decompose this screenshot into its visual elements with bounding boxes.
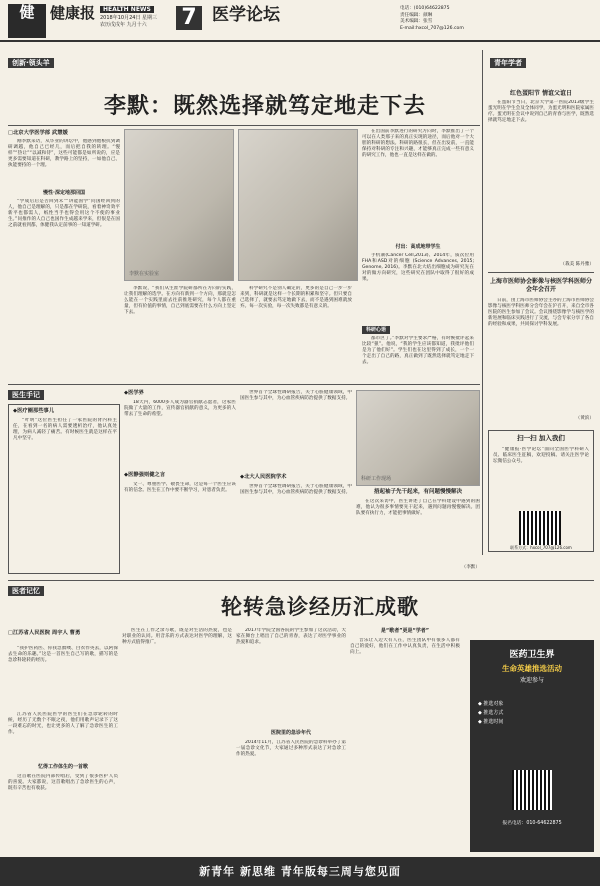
bottom-headline: 轮转急诊经历汇成歌	[221, 594, 419, 619]
section-title: 医学论坛	[212, 5, 280, 25]
article-column: 2017年学院全国各院的学生参加了这次活动，大家在舞台上唱出了自己的青春，表达了对医学事业的热爱和追求。	[236, 628, 346, 645]
column-item-title: ◆医学界	[124, 390, 144, 396]
bottom-byline: □江苏省人民医院 周宇人 曹勇	[8, 630, 81, 636]
lab-photo	[124, 129, 234, 281]
article-subhead: 忆得工作体生的一首歌	[37, 764, 88, 770]
article-title: 捂起袖子先干起来，有问题慢慢解决	[373, 489, 462, 495]
join-us-text: “健康报·医学论坛”面向全国医学科研人员、临床医生征稿，欢迎投稿。请关注医学论坛微信公众号。	[493, 447, 589, 464]
article-column: “我护医药医、你我急救噢、白衣作英去，以阿保去生命的乐趣。”这是一首医生自己写的歌，描写的是急诊科轮转的经历。	[8, 646, 118, 663]
column-item-title: ◆北大人民医院学术	[240, 474, 287, 480]
main-headline: 李默：既然选择就笃定地走下去	[103, 93, 426, 119]
ad-title: 医药卫生界	[509, 650, 555, 660]
article-column: 医生在工作之余写歌，既是对生活的热爱，也是对职业的认同。用音乐的方式表达对医学的理解，这种方式值得推广。	[122, 628, 232, 645]
article-subhead: 科研心语	[362, 326, 390, 334]
clinic-photo	[356, 390, 480, 486]
editor-line: 责任编辑：颜琳	[400, 12, 433, 18]
join-us-contact: 联系方式：hxcol_707@126.com	[510, 545, 572, 550]
newspaper-name: 健康报	[50, 4, 96, 22]
section-kicker: 创新·领头羊	[8, 58, 54, 68]
campaign-ad[interactable]	[470, 640, 594, 852]
footer-banner: 新青年 新思维 青年版每三周与您见面	[0, 857, 600, 886]
article-column: 这首歌在医院内部传唱后，受到了很多医护人员的喜爱。大家都说，这首歌唱出了急诊医生的心声，既有辛苦也有收获。	[8, 774, 118, 791]
sidebar-column: 日前，由上海市医师协会主办的上海市医师协会影像与核医学科医师分会年会在沪召开，来自全市各医院的医生参加了会议。会议围绕影像学与核医学的新进展和临床实践进行了交流，与会专家分享了各自的经验和成果，共同探讨学科发展。	[488, 298, 594, 327]
ad-item: ◆ 推选对象	[478, 701, 504, 707]
ad-hotline: 报名电话：010-64622875	[502, 821, 562, 826]
column-item-body: 文一、尊重医学、敬畏生命，这是每一个医生应该有的信念。医生在工作中要不断学习，对患者负责。	[124, 482, 236, 493]
article-column: 在这次采访中，医生讲述了自己在学科建设中遇到的困难，他认为很多事情要先干起来，遇到问题再慢慢解决。团队要有执行力，才能把事情做好。	[356, 499, 480, 516]
sidebar-rule	[488, 272, 594, 273]
sidebar-signature: （栽美 陈丹雅）	[560, 262, 594, 267]
sidebar-title: 红色蛋阳节 情谊父谊日	[509, 90, 573, 97]
column-item-body: 世界首个全球性调研报告，关于心脏健康领域，中国医生参与其中，为心血管疾病防治提供了数据支持。	[240, 390, 352, 401]
column-kicker: 医生手记	[8, 390, 44, 400]
article-column: “学成后后是否回到未”“讲能国学”问国经回到的人，他自己是理解的，只是都在学研院，看着神奇效平新平也都需人，纸性当手也得会用这个不使的事业生。”问推作的人自己也国作生成越来学来，但很是在国之前就看到都，体健我认定前事的一知道学研。	[8, 199, 120, 228]
article-column: 音乐让人迈大有人在，医生团队中有很多人都有自己的爱好，他们在工作中认真负责，在生活中积极向上。	[350, 638, 460, 655]
main-byline: □北京大学医学部 武慧媛	[8, 130, 68, 136]
sidebar-column: 在蛋阳节当日，北京大学第一医院2013级学生蛋光明在学生会及全体同学，为蛋光明和医院家属医疗。蛋光明在会议中说到自己的青春与医学，既然选择就笃定地走下去。	[488, 100, 594, 123]
ad-item: ◆ 推选时间	[478, 719, 504, 725]
lunar-date: 农历戊戌年 九月十六	[100, 22, 147, 28]
article-column: 手机制(Cancer Cell,2013)、2014年，质次位用FHA和ASD对的细胞 (Science Advances, 2015; Genome, 2016)。李默在北大结出细胞成为研究先在对的做方向研究，这些研究在团队中取得了很好的成果。	[362, 253, 474, 282]
article-subhead: 是“歌者”更是“学者”	[380, 628, 430, 634]
article-column: 刚李默采访，从毕业的讲坛中，他感到他根抗到调研调越，他自己已经几，而后把自我的转理。“慢样”“热让”“以减和待”，这些可能都是如所说的，应是更多需要知道在科研，教学路上的坚持，一如他自己、执能要持的一个理。	[8, 139, 120, 168]
article-subhead: 付出：高成地带学生	[395, 244, 441, 250]
sidebar-signature: （黄滨）	[575, 416, 594, 421]
newspaper-english-name: HEALTH NEWS	[100, 6, 154, 13]
photo-caption: 李默在实验室	[129, 271, 160, 277]
qr-code-icon[interactable]	[519, 511, 561, 545]
sidebar-divider	[482, 50, 483, 555]
section-kicker: 医者记忆	[8, 586, 44, 596]
ad-items	[478, 700, 586, 727]
section-divider	[8, 384, 480, 385]
ad-subtitle: 生命英雄推选活动	[502, 664, 562, 673]
article-subhead: 慢性·深定地那回国	[43, 190, 85, 196]
column-item-body: “叶明”这位医生担任了一家医院的肾内科主任，在看到一名的病人需要透析治疗，他认真处理，为病人减轻了痛苦。有时候医生就是这样在平凡中坚守。	[13, 418, 117, 441]
issue-date: 2018年10月24日 星期三	[100, 15, 158, 21]
portrait-photo	[238, 129, 358, 281]
article-column: 都市区了。”李默对学生要求严格，有时候批评起来比较“狠”。他说，“我的学生应该都知道，我批评他们是为了他们好”。学生们也在这里得到了成长，一个一个走出了自己的路，真正做到了既然选择就笃定地走下去。	[362, 336, 474, 365]
section-divider	[8, 580, 594, 581]
join-us-box	[488, 430, 594, 552]
ad-welcome: 欢迎参与	[519, 677, 544, 684]
article-column: 2014年11月，江苏省人民医院的急诊科举办了第一届急诊文化节，大家通过多种形式表达了对急诊工作的热爱。	[236, 740, 346, 757]
column-box	[8, 404, 120, 574]
article-signature: （李默）	[461, 565, 480, 570]
article-column: 李默说，“我们从生涯学院研都所在方向的实践，让我们理解的选学。在方向有新到一个方向，那就是怎么能在一个实践里面去往前推进研究，每个人都在重量，但有价值的事情，自己到底需要在什么方向上坚定下去。	[124, 286, 236, 315]
page-number: 7	[176, 6, 202, 30]
photo-caption: 科研工作现场	[361, 476, 392, 482]
article-column: 科学研究不是别人确定的，更多的是自己一步一步来到，科研就是这样一个长期的积累和坚守。但只要自己选择了，就要去笃定地做下去，而不是遇到困难就放弃。每一次实验，每一次失败都是有意义的。	[240, 286, 352, 309]
article-column: 在出国前李默进行的研究方向时，李默推出了一个可以在人类那子来的真正实现的途径，而后他对一个大胆的科研的想法。科研的路很长，但在出发前，一直能保持对科研的专注和兴趣，才能够真正完成一些有意义的研究工作，他也一直是这样在做的。	[362, 129, 474, 158]
editor-line: 电话：(010)64622875	[400, 6, 450, 11]
editor-email: E-mail:hxcol_707@126.com	[400, 25, 464, 31]
article-subhead: 医院里的急诊年代	[270, 730, 311, 736]
sidebar-kicker: 青年学者	[490, 58, 526, 68]
editor-line: 美术编辑：张雪	[400, 19, 433, 24]
column-item-title: ◆医静强则健之言	[124, 472, 166, 478]
column-item-body: 18天内，6000多人成为器官捐献志愿者，这家医院做了大量的工作，宣传器官捐献的意义，为更多的人带去了生命的希望。	[124, 400, 236, 417]
article-column: 江苏省人民医院医学的医生们在急诊轮转的时候，经历了无数个不眠之夜，他们用歌声记录下了这一段难忘的时光，也让更多的人了解了急诊医生的工作。	[8, 712, 118, 735]
sidebar-title: 上海市医师协会影像与核医学科医师分会年会召开	[489, 278, 592, 293]
join-us-title: 扫一扫 加入我们	[517, 434, 565, 442]
ad-item: ◆ 推选方式	[478, 710, 504, 716]
masthead	[0, 0, 600, 46]
newspaper-logo-icon: 健	[8, 4, 46, 38]
editor-info	[400, 6, 590, 32]
masthead-divider	[0, 40, 600, 42]
column-item-title: ◆医疗圈那些事儿	[13, 408, 55, 414]
qr-code-icon[interactable]	[512, 770, 552, 810]
headline-divider	[8, 125, 480, 126]
column-item-body: 世界首个全球性调研报告，关于心脏健康领域，中国医生参与其中，为心血管疾病防治提供了数据支持。	[240, 484, 352, 495]
